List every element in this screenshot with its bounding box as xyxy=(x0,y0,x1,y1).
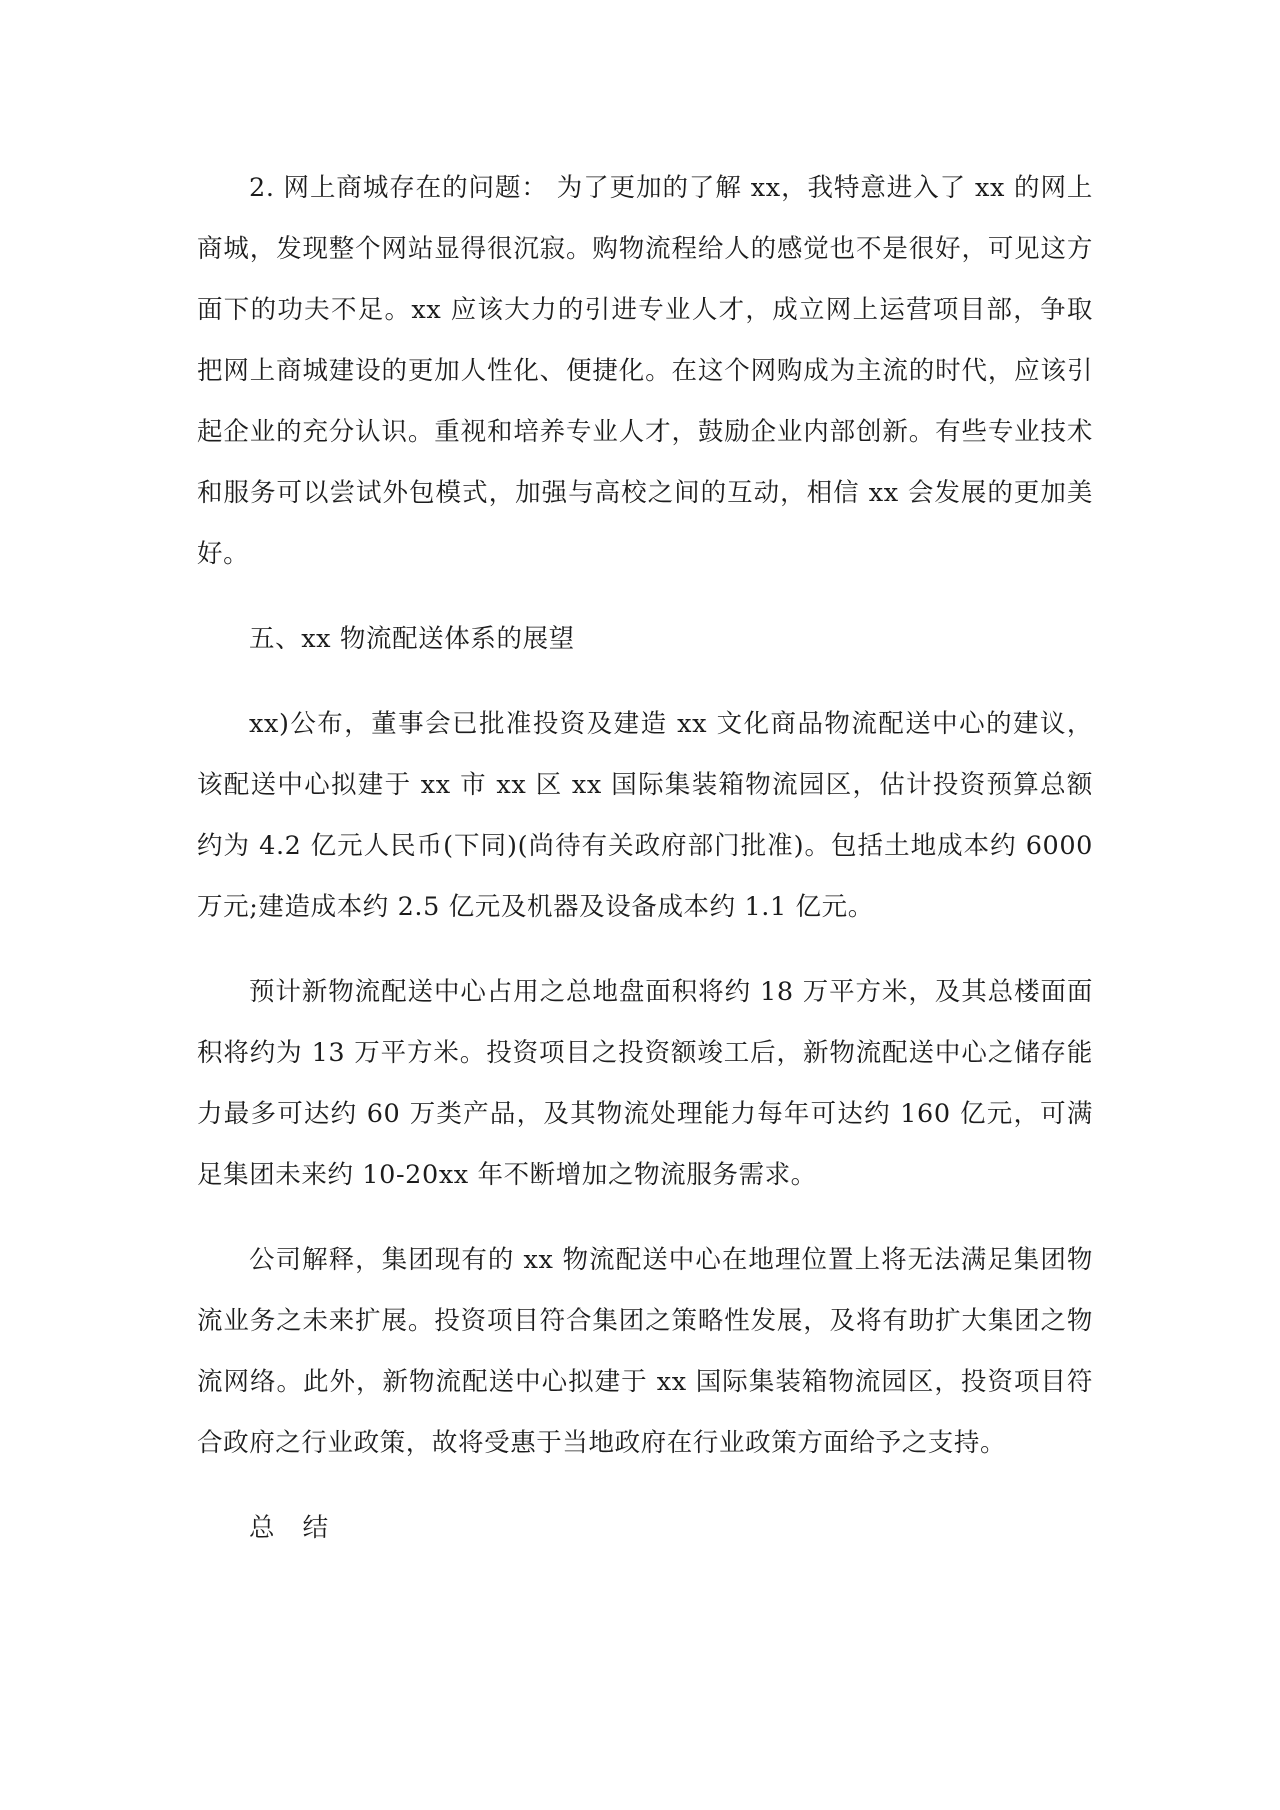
paragraph-investment-announcement: xx)公布，董事会已批准投资及建造 xx 文化商品物流配送中心的建议，该配送中心拟建于 xx 市 xx 区 xx 国际集装箱物流园区，估计投资预算总额约为 4.2 亿元人民币(下同)(尚待有关政府部门批准)。包括土地成本约 6000 万元;建造成本约 2.5 亿元及机器及设备成本约 1.1 亿元。 xyxy=(197,709,1093,922)
paragraph-company-explanation: 公司解释，集团现有的 xx 物流配送中心在地理位置上将无法满足集团物流业务之未来扩展。投资项目符合集团之策略性发展，及将有助扩大集团之物流网络。此外，新物流配送中心拟建于 xx 国际集装箱物流园区，投资项目符合政府之行业政策，故将受惠于当地政府在行业政策方面给予之支持。 xyxy=(197,1245,1093,1458)
paragraph-online-mall-issues: 2. 网上商城存在的问题： 为了更加的了解 xx，我特意进入了 xx 的网上商城，发现整个网站显得很沉寂。购物流程给人的感觉也不是很好，可见这方面下的功夫不足。xx 应该大力的引进专业人才，成立网上运营项目部，争取把网上商城建设的更加人性化、便捷化。在这个网购成为主流的时代，应该引起企业的充分认识。重视和培养专业人才，鼓励企业内部创新。有些专业技术和服务可以尝试外包模式，加强与高校之间的互动，相信 xx 会发展的更加美好。 xyxy=(197,173,1093,569)
summary-heading: 总 结 xyxy=(249,1513,339,1543)
section-heading-logistics-outlook: 五、xx 物流配送体系的展望 xyxy=(249,624,575,654)
document-body xyxy=(197,158,1093,1559)
paragraph-capacity-forecast: 预计新物流配送中心占用之总地盘面积将约 18 万平方米，及其总楼面面积将约为 13 万平方米。投资项目之投资额竣工后，新物流配送中心之储存能力最多可达约 60 万类产品，及其物流处理能力每年可达约 160 亿元，可满足集团未来约 10-20xx 年不断增加之物流服务需求。 xyxy=(197,977,1093,1190)
